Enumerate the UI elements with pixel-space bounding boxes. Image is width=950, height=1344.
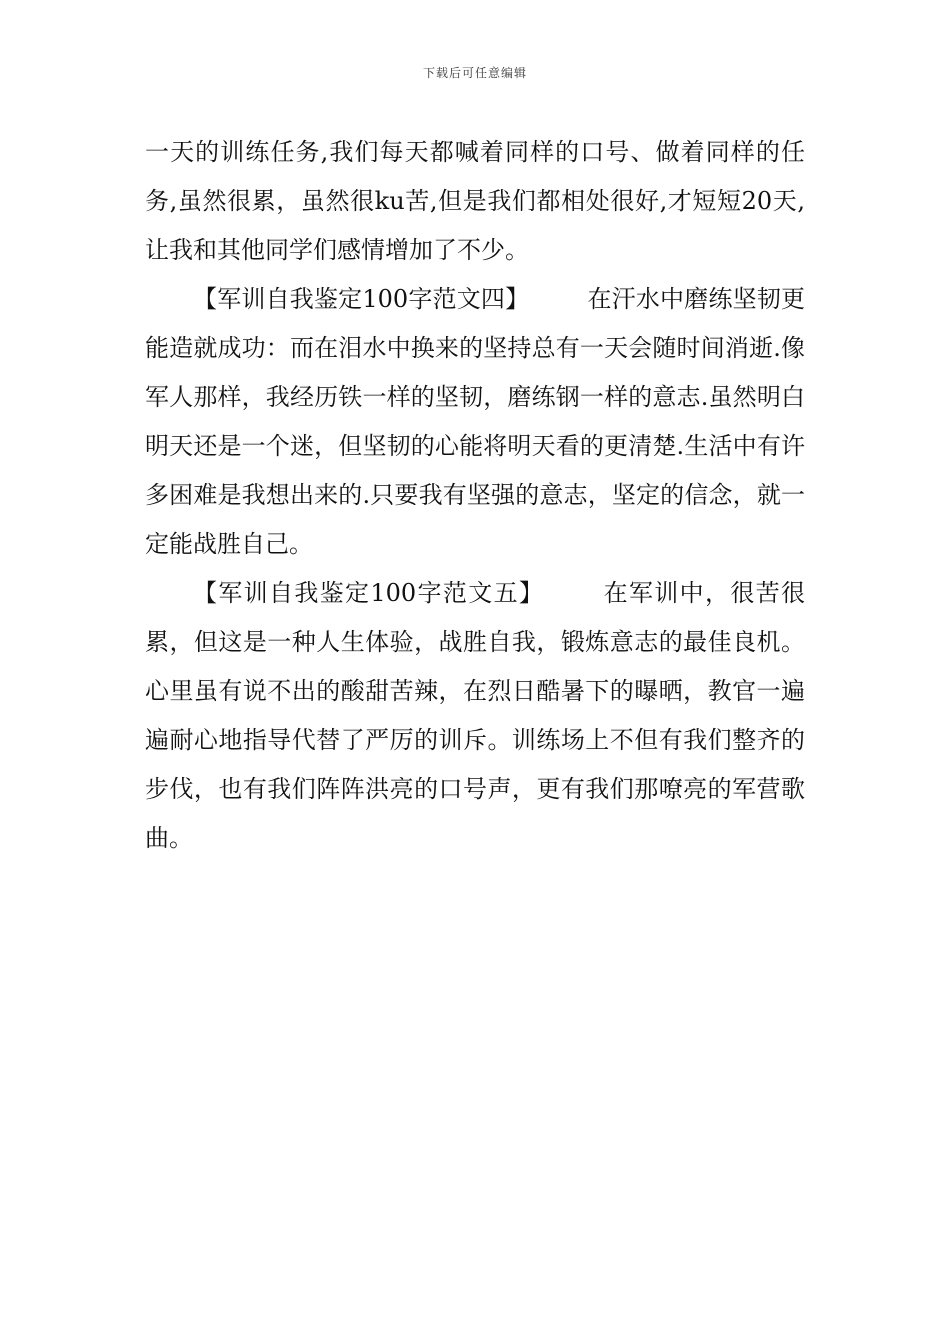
paragraph-sample-4 (145, 275, 805, 569)
document-body (145, 128, 805, 863)
section-heading: 【军训自我鉴定100字范文五】 (193, 579, 545, 607)
paragraph-continuation (145, 128, 805, 275)
section-heading: 【军训自我鉴定100字范文四】 (193, 285, 530, 313)
paragraph-sample-5 (145, 569, 805, 863)
paragraph-text: 在汗水中磨练坚韧更能造就成功：而在泪水中换来的坚持总有一天会随时间消逝.像军人那样，我经历铁一样的坚韧，磨练钢一样的意志.虽然明白明天还是一个迷，但坚韧的心能将明天看的更清楚.生活中有许多困难是我想出来的.只要我有坚强的意志，坚定的信念，就一定能战胜自己。 (145, 285, 806, 558)
page-header: 下载后可任意编辑 (422, 66, 527, 80)
paragraph-text: 在军训中，很苦很累，但这是一种人生体验，战胜自我，锻炼意志的最佳良机。心里虽有说不出的酸甜苦辣，在烈日酷暑下的曝晒，教官一遍遍耐心地指导代替了严厉的训斥。训练场上不但有我们整齐的步伐，也有我们阵阵洪亮的口号声，更有我们那嘹亮的军营歌曲。 (145, 579, 806, 852)
paragraph-text: 一天的训练任务,我们每天都喊着同样的口号、做着同样的任务,虽然很累，虽然很ku苦,但是我们都相处很好,才短短20天,让我和其他同学们感情增加了不少。 (145, 138, 805, 264)
